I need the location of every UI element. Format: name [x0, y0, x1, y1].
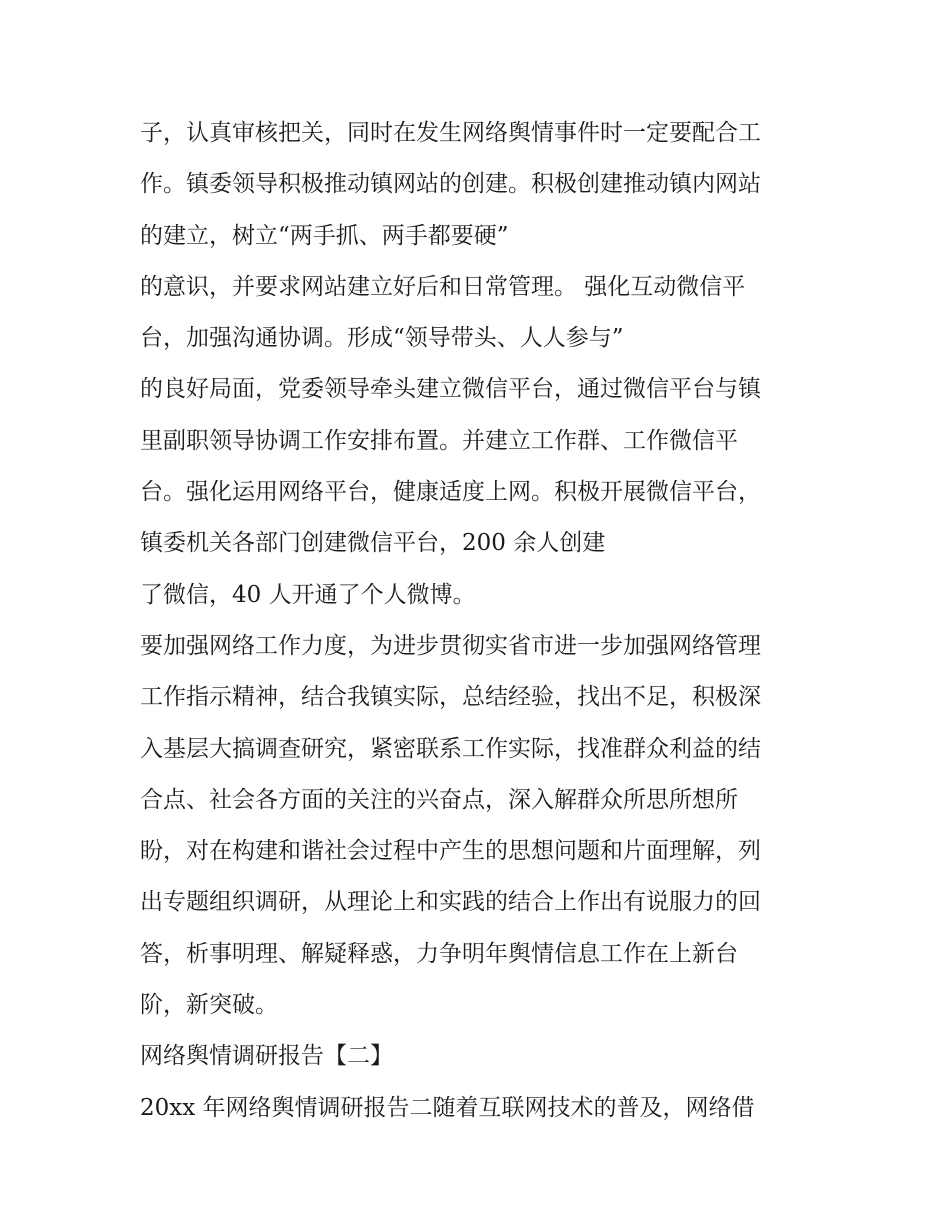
text-line: 的建立，树立“两手抓、两手都要硬” [140, 222, 509, 249]
text-line: 台。强化运用网络平台，健康适度上网。积极开展微信平台， [140, 479, 761, 506]
text-line: 里副职领导协调工作安排布置。并建立工作群、工作微信平 [140, 427, 738, 454]
text-line: 工作指示精神，结合我镇实际，总结经验，找出不足，积极深 [140, 684, 761, 711]
text-line: 的良好局面，党委领导牵头建立微信平台，通过微信平台与镇 [140, 376, 761, 403]
text-line: 入基层大搞调查研究，紧密联系工作实际，找准群众利益的结 [140, 735, 761, 762]
document-page [140, 108, 820, 1134]
text-line: 20xx 年网络舆情调研报告二随着互联网技术的普及，网络借 [140, 1094, 755, 1121]
text-line: 要加强网络工作力度，为进步贯彻实省市进一步加强网络管理 [140, 632, 761, 659]
text-line: 盼，对在构建和谐社会过程中产生的思想问题和片面理解，列 [140, 838, 761, 865]
section-heading: 网络舆情调研报告【二】 [140, 1043, 393, 1070]
text-line: 阶，新突破。 [140, 992, 278, 1019]
text-line: 镇委机关各部门创建微信平台，200 余人创建 [140, 530, 606, 557]
text-line: 子，认真审核把关，同时在发生网络舆情事件时一定要配合工 [140, 120, 761, 146]
text-line: 作。镇委领导积极推动镇网站的创建。积极创建推动镇内网站 [140, 171, 761, 198]
text-line: 台，加强沟通协调。形成“领导带头、人人参与” [140, 325, 624, 352]
text-line: 了微信，40 人开通了个人微博。 [140, 581, 476, 608]
text-line: 答，析事明理、解疑释惑，力争明年舆情信息工作在上新台 [140, 940, 738, 967]
text-line: 的意识，并要求网站建立好后和日常管理。 强化互动微信平 [140, 273, 746, 300]
text-line: 出专题组织调研，从理论上和实践的结合上作出有说服力的回 [140, 889, 761, 916]
text-line: 合点、社会各方面的关注的兴奋点，深入解群众所思所想所 [140, 786, 738, 813]
